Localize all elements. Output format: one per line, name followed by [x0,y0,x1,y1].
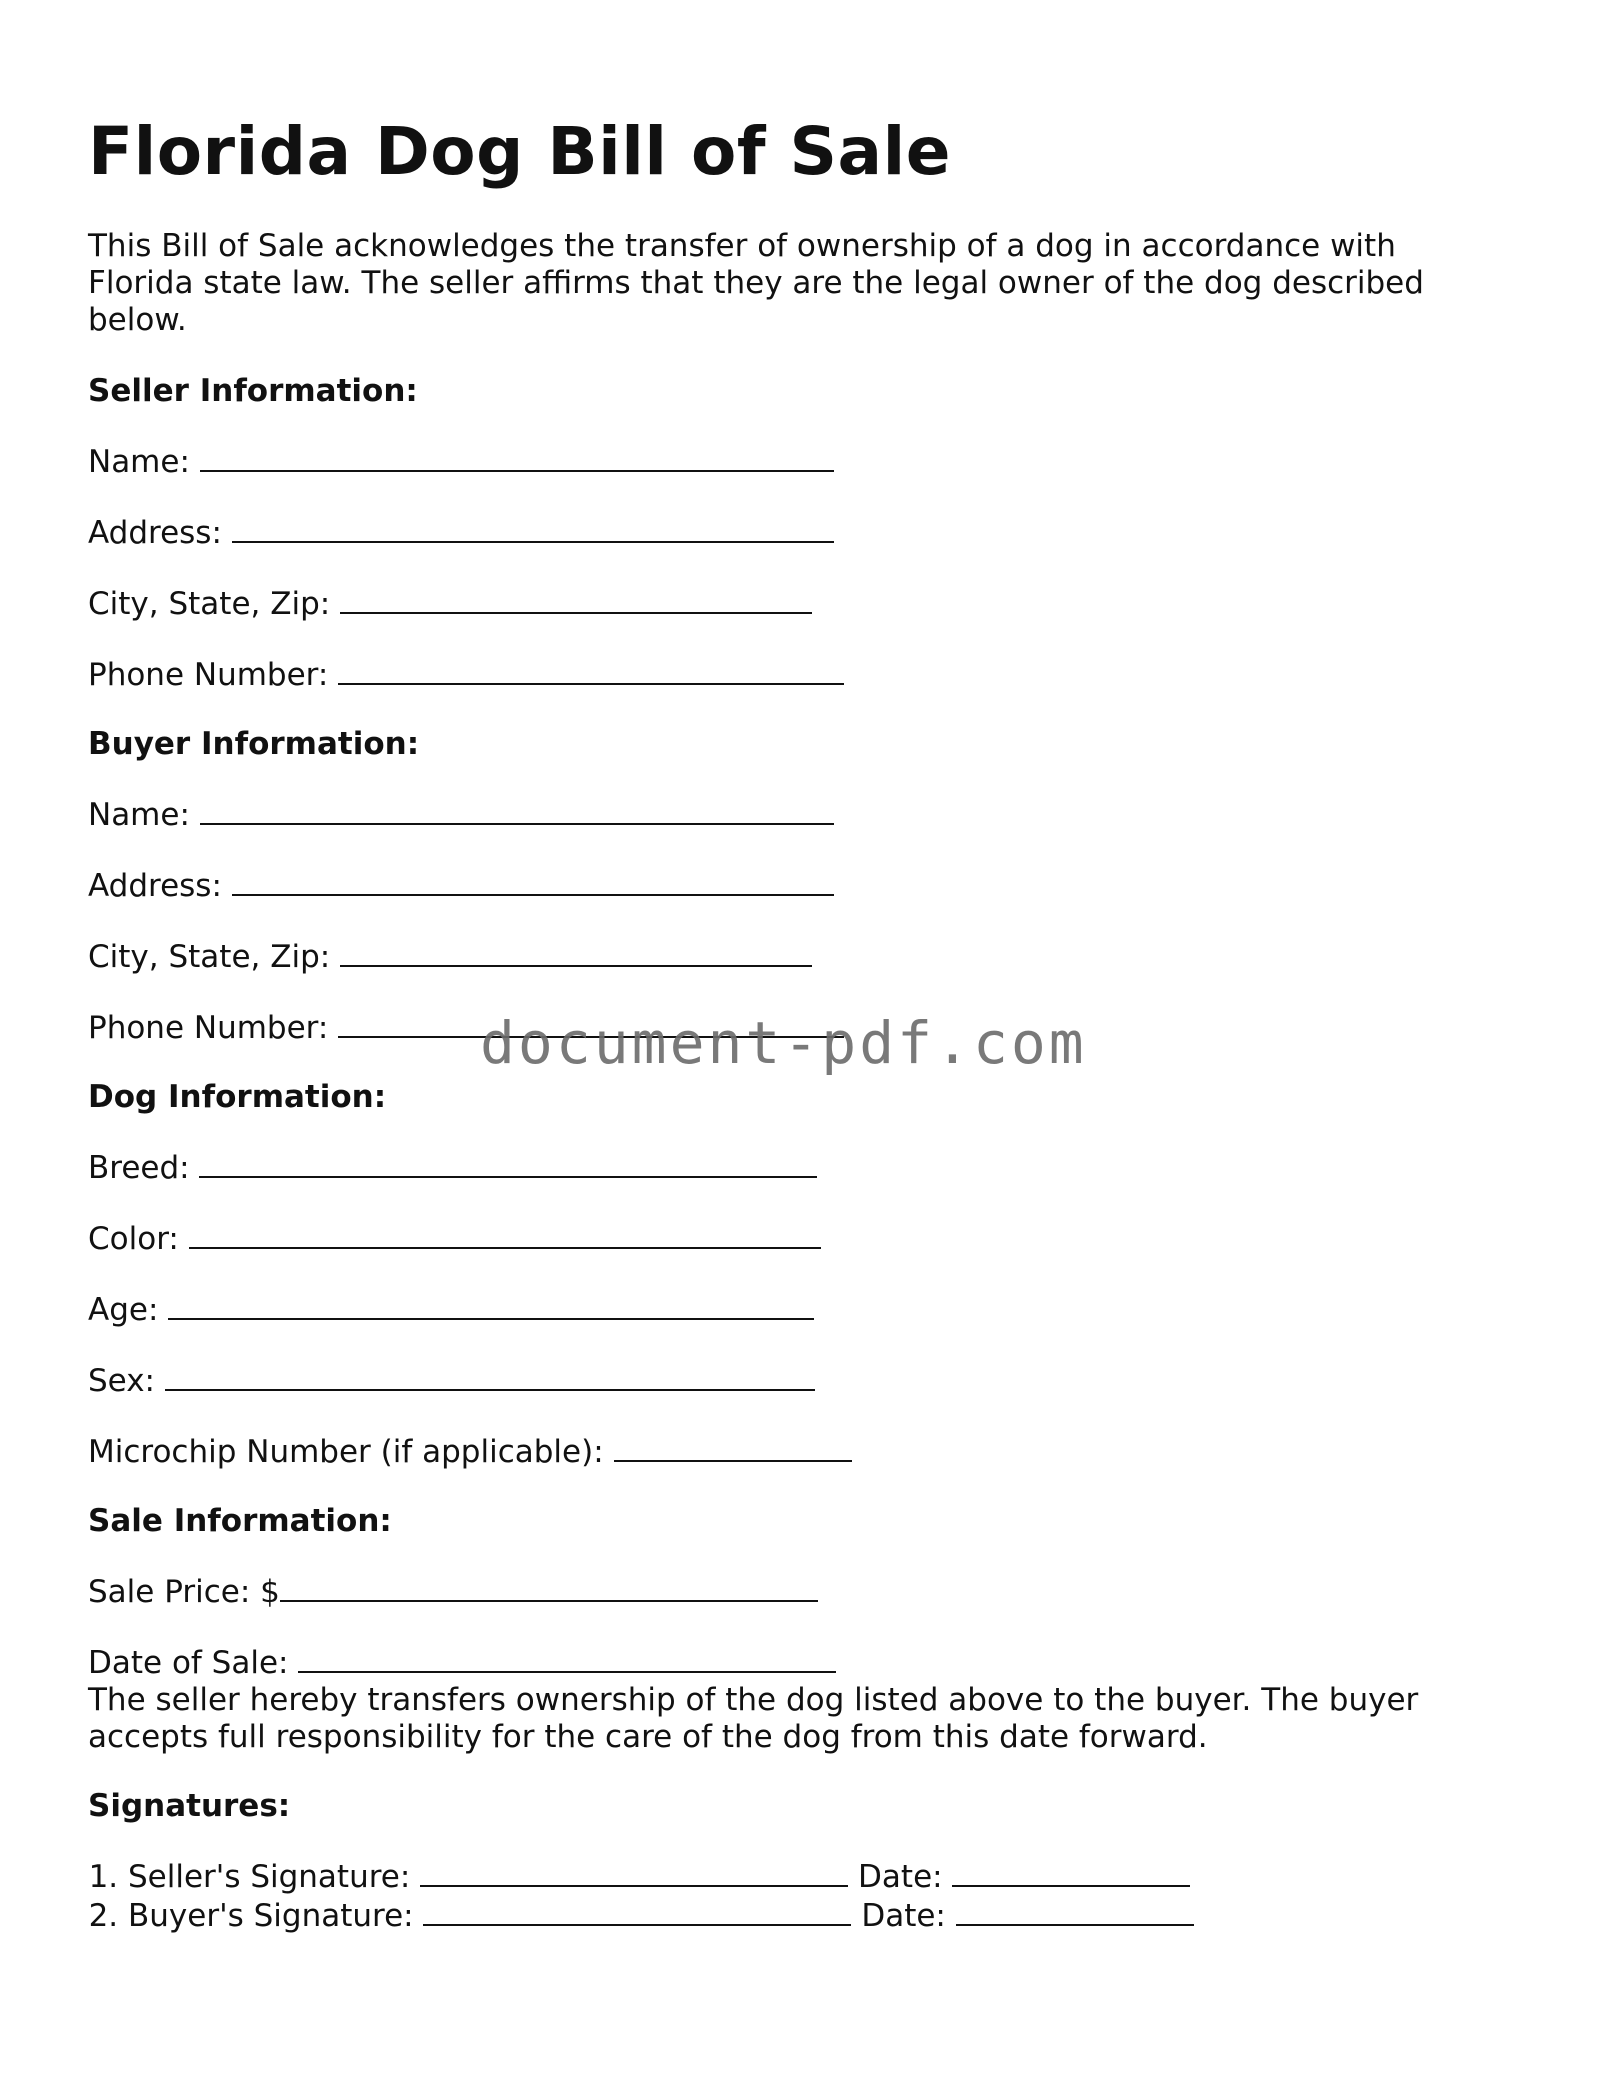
seller-date-label: Date: [858,1859,943,1895]
seller-address-row [88,513,1528,552]
dog-color-row [88,1219,1528,1258]
dog-microchip-row [88,1432,1528,1471]
buyer-address-row [88,866,1528,905]
sale-date-row [88,1643,1528,1682]
seller-heading: Seller Information: [88,373,418,409]
buyer-signature-label: Buyer's Signature: [128,1898,414,1934]
sale-price-label: Sale Price: $ [88,1574,280,1610]
buyer-city-field[interactable] [340,937,812,967]
dog-age-field[interactable] [168,1290,814,1320]
seller-section [88,373,1528,1825]
sale-price-field[interactable] [280,1572,818,1602]
buyer-city-row [88,937,1528,976]
seller-signature-label: Seller's Signature: [128,1859,411,1895]
transfer-statement: The seller hereby transfers ownership of the dog listed above to the buyer. The buyer accepts full responsibility for the care of the dog from this date forward. [88,1682,1419,1755]
seller-name-row [88,442,1528,481]
buyer-date-field[interactable] [956,1896,1194,1926]
dog-sex-row [88,1361,1528,1400]
buyer-address-field[interactable] [232,866,834,896]
buyer-name-row [88,795,1528,834]
dog-color-label: Color: [88,1221,179,1257]
seller-city-label: City, State, Zip: [88,586,331,622]
dog-microchip-label: Microchip Number (if applicable): [88,1434,604,1470]
dog-sex-field[interactable] [165,1361,815,1391]
dog-breed-field[interactable] [199,1148,817,1178]
seller-signature-row [128,1857,1528,1896]
signatures-heading: Signatures: [88,1788,291,1824]
seller-name-field[interactable] [200,442,834,472]
intro-paragraph: This Bill of Sale acknowledges the transfer of ownership of a dog in accordance with Florida state law. The seller affirms that they are the legal owner of the dog described below. [88,228,1424,338]
dog-color-field[interactable] [189,1219,821,1249]
seller-address-field[interactable] [232,513,834,543]
buyer-heading: Buyer Information: [88,726,420,762]
seller-phone-row [88,655,1528,694]
buyer-address-label: Address: [88,868,222,904]
buyer-signature-row [128,1896,1528,1935]
buyer-name-label: Name: [88,797,190,833]
watermark-text: document-pdf.com [480,1009,1087,1077]
seller-signature-field[interactable] [420,1857,848,1887]
buyer-name-field[interactable] [200,795,834,825]
seller-phone-label: Phone Number: [88,657,329,693]
seller-city-field[interactable] [340,584,812,614]
document-title: Florida Dog Bill of Sale [88,113,951,190]
sale-heading: Sale Information: [88,1503,392,1539]
dog-breed-row [88,1148,1528,1187]
seller-phone-field[interactable] [338,655,844,685]
buyer-city-label: City, State, Zip: [88,939,331,975]
dog-heading: Dog Information: [88,1079,387,1115]
buyer-date-label: Date: [861,1898,946,1934]
dog-age-row [88,1290,1528,1329]
sale-date-label: Date of Sale: [88,1645,289,1681]
buyer-signature-field[interactable] [423,1896,851,1926]
seller-name-label: Name: [88,444,190,480]
seller-address-label: Address: [88,515,222,551]
sale-price-row [88,1572,1528,1611]
dog-breed-label: Breed: [88,1150,190,1186]
seller-city-row [88,584,1528,623]
signature-list [88,1857,1528,1935]
buyer-phone-label: Phone Number: [88,1010,329,1046]
dog-microchip-field[interactable] [614,1432,852,1462]
dog-age-label: Age: [88,1292,159,1328]
dog-sex-label: Sex: [88,1363,155,1399]
seller-date-field[interactable] [952,1857,1190,1887]
sale-date-field[interactable] [298,1643,836,1673]
